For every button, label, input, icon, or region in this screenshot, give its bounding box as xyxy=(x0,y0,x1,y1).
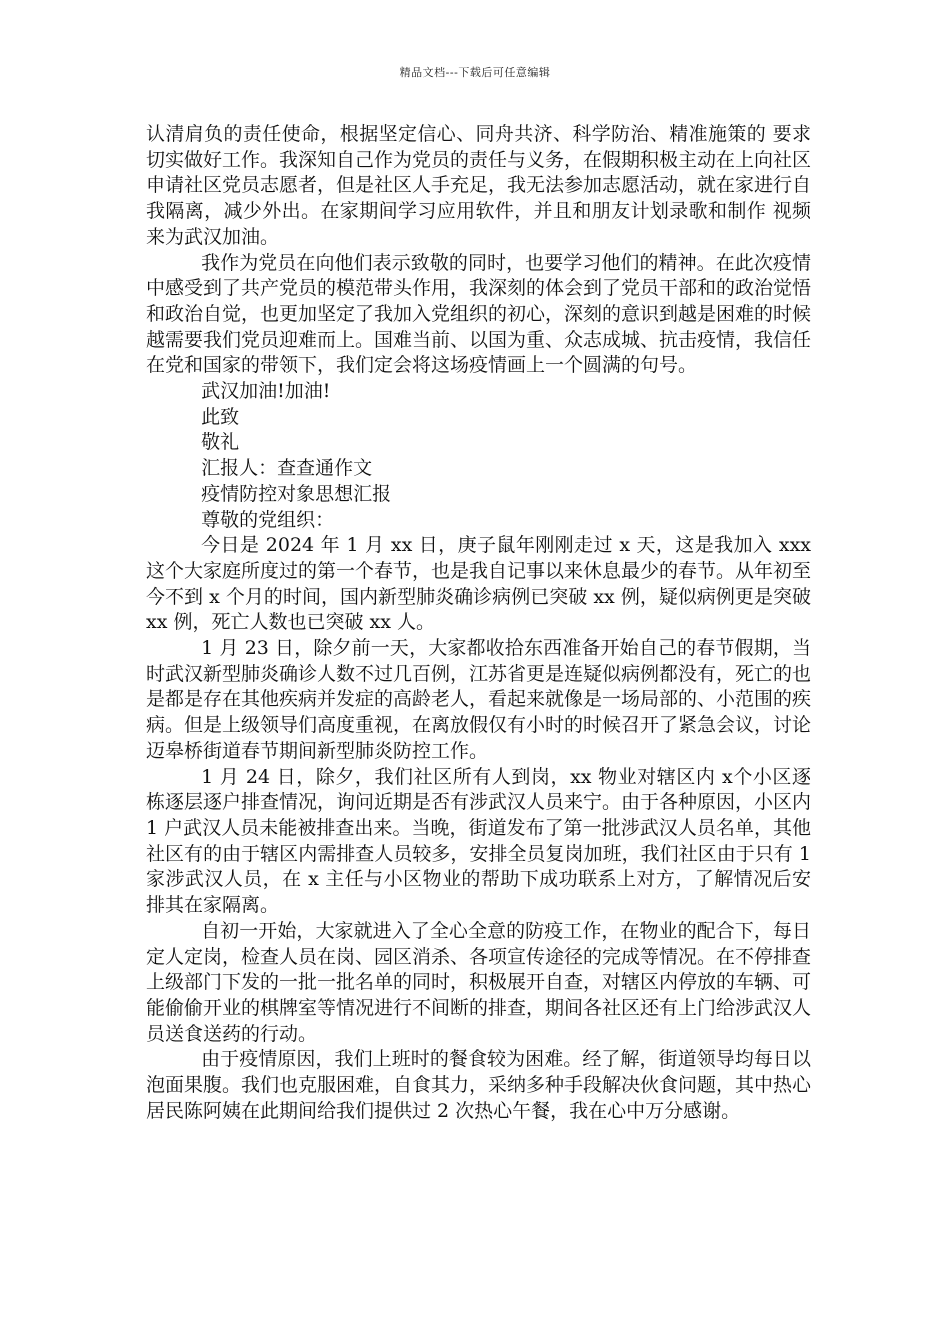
paragraph: 敬礼 xyxy=(201,431,240,454)
page-header: 精品文档---下载后可任意编辑 xyxy=(399,66,551,79)
paragraph: 此致 xyxy=(201,405,240,428)
paragraph: 我作为党员在向他们表示致敬的同时，也要学习他们的精神。在此次疫情中感受到了共产党员的模范带头作用，我深刻的体会到了党员干部和的政治觉悟和政治自觉，也更加坚定了我加入党组织的初心，深刻的意识到越是困难的时候越需要我们党员迎难而上。国难当前、以国为重、众志成城、抗击疫情，我信任在党和国家的带领下，我们定会将这场疫情画上一个圆满的句号。 xyxy=(146,251,812,377)
document-body xyxy=(146,122,811,1124)
paragraph: 认清肩负的责任使命，根据坚定信心、同舟共济、科学防治、精准施策的 要求切实做好工作。我深知自己作为党员的责任与义务，在假期积极主动在上向社区申请社区党员志愿者，但是社区人手充足，我无法参加志愿活动，就在家进行自我隔离，减少外出。在家期间学习应用软件，并且和朋友计划录歌和制作 视频来为武汉加油。 xyxy=(146,123,812,248)
paragraph: 由于疫情原因，我们上班时的餐食较为困难。经了解，街道领导均每日以泡面果腹。我们也克服困难，自食其力，采纳多种手段解决伙食问题，其中热心居民陈阿姨在此期间给我们提供过 2 次热心午餐，我在心中万分感谢。 xyxy=(146,1048,812,1122)
paragraph: 1 月 23 日，除夕前一天，大家都收拾东西准备开始自己的春节假期，当时武汉新型肺炎确诊人数不过几百例，江苏省更是连疑似病例都没有，死亡的也是都是存在其他疾病并发症的高龄老人，看起来就像是一场局部的、小范围的疾病。但是上级领导们高度重视，在离放假仅有小时的时候召开了紧急会议，讨论迈皋桥街道春节期间新型肺炎防控工作。 xyxy=(146,637,812,762)
paragraph: 自初一开始，大家就进入了全心全意的防疫工作，在物业的配合下，每日定人定岗，检查人员在岗、园区消杀、各项宣传途径的完成等情况。在不停排查上级部门下发的一批一批名单的同时，积极展开自查，对辖区内停放的车辆、可能偷偷开业的棋牌室等情况进行不间断的排查，期间各社区还有上门给涉武汉人员送食送药的行动。 xyxy=(146,919,812,1045)
paragraph: 尊敬的党组织： xyxy=(201,508,335,531)
paragraph: 疫情防控对象思想汇报 xyxy=(201,482,392,505)
paragraph: 今日是 2024 年 1 月 xx 日，庚子鼠年刚刚走过 x 天，这是我加入 xxx 这个大家庭所度过的第一个春节，也是我自记事以来休息最少的春节。从年初至今不到 x 个月的时间，国内新型肺炎确诊病例已突破 xx 例，疑似病例更是突破 xx 例，死亡人数也已突破 xx 人。 xyxy=(146,534,812,634)
paragraph: 汇报人：查查通作文 xyxy=(201,457,373,480)
paragraph: 1 月 24 日，除夕，我们社区所有人到岗，xx 物业对辖区内 x个小区逐栋逐层逐户排查情况，询问近期是否有涉武汉人员来宁。由于各种原因，小区内 1 户武汉人员未能被排查出来。当晚，街道发布了第一批涉武汉人员名单，其他社区有的由于辖区内需排查人员较多，安排全员复岗加班，我们社区由于只有 1 家涉武汉人员，在 x 主任与小区物业的帮助下成功联系上对方，了解情况后安排其在家隔离。 xyxy=(146,765,812,917)
paragraph: 武汉加油!加油! xyxy=(201,380,331,403)
